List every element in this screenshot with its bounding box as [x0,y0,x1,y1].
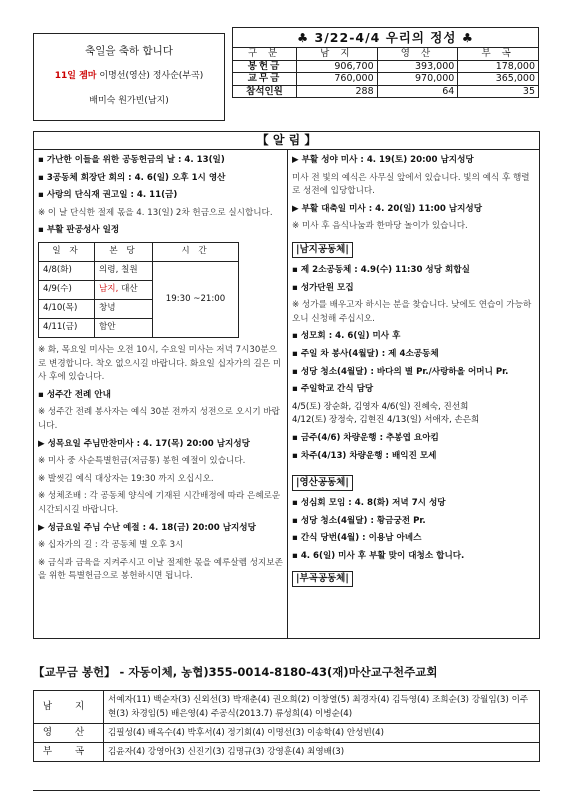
notice-note: ※ 성체조배 : 각 공동체 양식에 기재된 시간배정에 따라 은혜로운 시간되시길 바랍니다. [38,491,281,515]
offering-value: 970,000 [377,73,458,86]
notice-item: ▪ 성가단원 모집 [292,282,354,293]
offering-value: 288 [297,85,378,98]
notice-item: ▪ 3공동체 회장단 회의 : 4. 6(일) 오후 1시 영산 [38,172,226,183]
offering-header: 영 산 [377,48,458,61]
notice-note: ※ 발씻김 예식 대상자는 19:30 까지 오십시오. [38,473,214,484]
community-heading-namji: |남지공동체| [292,242,353,258]
notice-item: ▪ 금주(4/6) 차량운행 : 추봉엽 요아킴 [292,432,439,443]
notice-item: ▪ 성주간 전례 안내 [38,389,111,400]
schedule-header: 본 당 [95,242,153,261]
donor-row [34,743,540,762]
greeting-names-2: 배미숙 원가빈(남지) [89,96,169,106]
donor-table [33,690,540,762]
notice-item: ▪ 부활 판공성사 일정 [38,225,120,236]
greeting-names-1: 이명선(영산) 정사순(부곡) [99,71,204,81]
offering-title: ♣ 3/22-4/4 우리의 정성 ♣ [232,27,539,47]
offering-header-row [233,48,539,61]
notice-item: ▪ 제 2소공동체 : 4.9(수) 11:30 성당 회합실 [292,264,470,275]
offering-value: 760,000 [297,73,378,86]
notice-item: ▶ 부활 성야 미사 : 4. 19(토) 20:00 남지성당 [292,155,474,165]
schedule-place-rest: 대산 [118,284,138,295]
notice-note: ※ 화, 목요일 미사는 오전 10시, 수요일 미사는 저녁 7시30분으로 변경합니다. 착오 없으시길 바랍니다. 화요일 십자가의 길은 미사 후에 있습니다. [38,344,282,383]
feast-greeting-box [33,33,225,121]
notice-item: ▪ 간식 당번(4월) : 이용남 아녜스 [292,533,422,544]
notice-item: ▶ 성금요일 주님 수난 예절 : 4. 18(금) 20:00 남지성당 [38,522,256,533]
notice-note: 미사 전 빛의 예식은 사무실 앞에서 있습니다. 빛의 예식 후 행렬로 성전에 입당합니다. [292,172,530,197]
notice-item: ▶ 성목요일 주님만찬미사 : 4. 17(목) 20:00 남지성당 [38,438,250,449]
donor-names: 서예자(11) 백순자(3) 신외선(3) 박재춘(4) 권오희(2) 이창열(5) 최경자(4) 김득영(4) 조희순(3) 강월임(3) 이주현(3) 차경임(5) 배은영(4) 주공식(2013.7) 류성희(4) 이병순(4) [104,691,540,724]
notice-item: ▪ 성모회 : 4. 6(일) 미사 후 [292,331,401,342]
column-divider [287,149,288,639]
notice-note: ※ 성가를 배우고자 하시는 분을 찾습니다. 낮에도 연습이 가능하오니 신청해 주십시오. [292,300,532,324]
schedule-time: 19:30 ~21:00 [153,261,239,337]
notice-detail: 4/12(토) 장정숙, 김현진 4/13(일) 서애자, 손은희 [292,415,480,426]
notice-note: ※ 미사 중 사순특별헌금(저금통) 봉헌 예절이 있습니다. [38,456,246,467]
offering-value: 393,000 [377,60,458,73]
donor-community: 부 곡 [34,743,104,762]
notice-note: ※ 십자가의 길 : 각 공동체 별 오후 3시 [38,540,184,551]
notice-item: ▪ 가난한 이들을 위한 공동헌금의 날 : 4. 13(일) [38,155,225,165]
schedule-place: 창녕 [95,299,153,318]
bottom-rule [33,790,540,791]
donor-names: 김필성(4) 배옥수(4) 박후서(4) 정기회(4) 이명선(3) 이송학(4) 안성빈(4) [104,724,540,743]
community-heading-yeongsan: |영산공동체| [292,475,353,491]
schedule-row [39,261,239,280]
donor-row [34,724,540,743]
donor-section-title: 【교무금 봉헌】 - 자동이체, 농협)355-0014-8180-43(재)마산교구천주교회 [33,665,438,679]
offering-row-label: 교무금 [233,73,297,86]
donor-names: 김윤자(4) 강영아(3) 신진기(3) 김명규(3) 강영훈(4) 최영배(3) [104,743,540,762]
notice-note: ※ 이 날 단식한 절제 몫을 4. 13(일) 2차 헌금으로 실시합니다. [38,207,273,218]
notice-right-column [292,154,537,593]
offering-row-label: 참석인원 [233,85,297,98]
greeting-title: 축일을 축하 합니다 [85,45,173,57]
notice-item: ▪ 성당 청소(4월달) : 바다의 별 Pr./사랑하올 어머니 Pr. [292,366,509,377]
schedule-date: 4/11(금) [39,318,95,337]
notice-detail: 4/5(토) 장순화, 김영자 4/6(일) 진혜숙, 진선희 [292,401,469,412]
offering-header: 구 분 [233,48,297,61]
notice-item: ▪ 성심회 모임 : 4. 8(화) 저녁 7시 성당 [292,498,446,509]
confession-schedule-table [38,242,239,338]
greeting-feast-name: 11일 젬마 [54,71,97,81]
notice-item: ▪ 주일학교 간식 담당 [292,384,374,395]
notice-item: ▪ 사랑의 단식재 권고일 : 4. 11(금) [38,190,178,201]
notice-item: ▪ 성당 청소(4월달) : 황금궁전 Pr. [292,515,426,526]
schedule-header: 일 자 [39,242,95,261]
offering-value: 178,000 [458,60,539,73]
offering-row-label: 봉헌금 [233,60,297,73]
notice-item: ▶ 부활 대축일 미사 : 4. 20(일) 11:00 남지성당 [292,203,483,214]
schedule-header: 시 간 [153,242,239,261]
schedule-date: 4/10(목) [39,299,95,318]
donor-community: 남 지 [34,691,104,724]
offering-row [233,73,539,86]
offering-table [232,47,539,98]
schedule-place: 함안 [95,318,153,337]
notice-note: ※ 미사 후 음식나눔과 한마당 놀이가 있습니다. [292,221,468,232]
offering-summary [232,27,539,98]
schedule-place [95,280,153,299]
notice-note: ※ 금식과 금육을 지켜주시고 이날 절제한 몫을 예루살렘 성지보존을 위한 특별헌금으로 봉헌하시면 됩니다. [38,557,283,582]
notice-item: ▪ 차주(4/13) 차량운행 : 배익진 모세 [292,450,437,461]
offering-value: 64 [377,85,458,98]
notice-title: 【 알 림 】 [33,131,540,149]
donor-community: 영 산 [34,724,104,743]
notice-left-column [38,154,284,588]
offering-header: 부 곡 [458,48,539,61]
schedule-place-highlight: 남지, [99,284,119,295]
notice-item: ▪ 4. 6(일) 미사 후 부활 맞이 대청소 합니다. [292,550,465,561]
offering-row [233,60,539,73]
schedule-header-row [39,242,239,261]
schedule-date: 4/8(화) [39,261,95,280]
schedule-date: 4/9(수) [39,280,95,299]
offering-value: 365,000 [458,73,539,86]
notice-item: ▪ 주일 차 봉사(4월달) : 제 4소공동체 [292,348,439,359]
offering-row [233,85,539,98]
offering-value: 906,700 [297,60,378,73]
notice-note: ※ 성주간 전례 봉사자는 예식 30분 전까지 성전으로 오시기 바랍니다. [38,407,280,431]
schedule-place: 의령, 칠원 [95,261,153,280]
community-heading-bugok: |부곡공동체| [292,571,353,587]
offering-value: 35 [458,85,539,98]
greeting-line-2 [34,68,224,81]
donor-row [34,691,540,724]
offering-header: 남 지 [297,48,378,61]
